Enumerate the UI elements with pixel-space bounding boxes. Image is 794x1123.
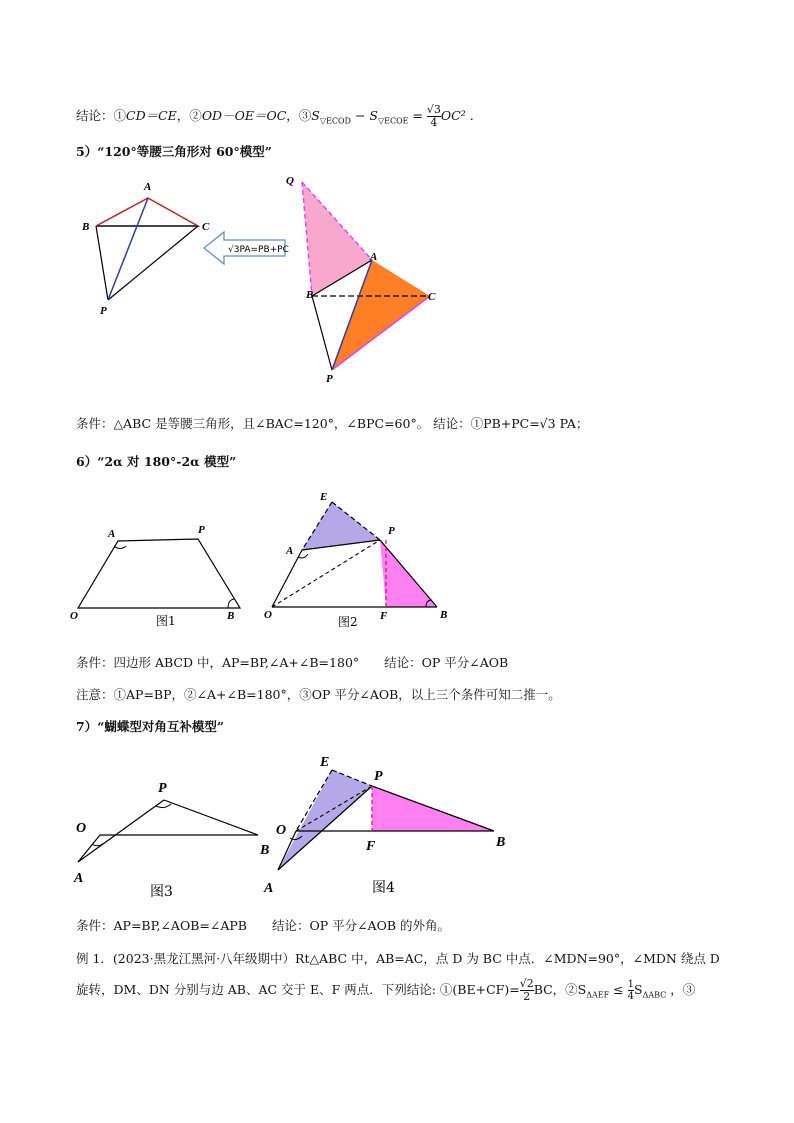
fig7b-lavender-region (278, 770, 372, 870)
area-sub-a: ▽ECOD (319, 116, 351, 126)
fig7b-label-o: O (276, 823, 287, 838)
fig7b-label-e: E (320, 755, 330, 770)
fraction-numerator-3: 1 (627, 979, 634, 990)
fraction-denominator: 4 (430, 116, 438, 129)
conclusion-sep-2: ，③ (286, 108, 312, 123)
example1-line1: 例 1．(2023·黑龙江黑河·八年级期中）Rt△ABC 中，AB=AC，点 D 为 BC 中点．∠MDN=90°，∠MDN 绕点 D (76, 951, 720, 966)
example1-line2 (76, 978, 695, 1008)
fig6b-label-b: B (440, 609, 448, 621)
fraction-denominator-3: 4 (627, 991, 634, 1002)
equals-sign: = (408, 108, 427, 123)
conclusion-tail: OC² (440, 108, 466, 123)
example1-sub-1: ΔAEF (586, 990, 610, 1000)
section5-figure2 (280, 170, 480, 395)
fig5a-ap-blue (108, 198, 148, 300)
fig6b-label-e: E (320, 491, 328, 503)
section7-figure4 (262, 750, 522, 900)
fig7a-caption: 图3 (150, 884, 173, 900)
fig5b-bp-line (312, 296, 332, 370)
example1-leq: ≤ (609, 982, 628, 997)
fig7a-ap-line (78, 800, 164, 862)
fig7b-label-b: B (496, 835, 506, 850)
fig6b-caption: 图2 (338, 615, 358, 629)
fig6b-oa-line (272, 550, 302, 607)
fig7b-caption: 图4 (372, 880, 395, 896)
fig6a-angle-a-mark (114, 546, 126, 549)
fig5a-label-b: B (82, 221, 90, 233)
example1-text-a: 旋转，DM、DN 分别与边 AB、AC 交于 E、F 两点．下列结论: ①(BE+CF)= (76, 982, 520, 997)
fig7a-label-o: O (76, 821, 87, 836)
fig6a-quadrilateral (78, 539, 240, 608)
fig5a-cp-line (108, 226, 198, 300)
fig6b-label-f: F (380, 610, 388, 622)
fig5b-label-q: Q (286, 175, 294, 187)
example1-sub-2: ΔABC (642, 990, 667, 1000)
section6-condition: 条件：四边形 ABCD 中，AP=BP,∠A+∠B=180° 结论：OP 平分∠AOB (76, 655, 509, 670)
conclusion-1: CD＝CE (126, 108, 177, 123)
area-symbol-a: S (311, 108, 320, 123)
fig6b-label-p: P (388, 525, 395, 537)
fig7b-label-f: F (366, 839, 376, 854)
fraction-numerator-2: √2 (519, 977, 534, 990)
fig5a-ac-red (148, 198, 198, 226)
fraction-numerator: √3 (426, 103, 441, 116)
example1-text-d: S (634, 982, 643, 997)
section6-note: 注意：①AP=BP，②∠A+∠B=180°，③OP 平分∠AOB，以上三个条件可知二推一。 (76, 687, 561, 702)
minus-sign: − (350, 108, 370, 123)
arrow-label: √3PA=PB+PC (228, 245, 289, 255)
section7-condition: 条件：AP=BP,∠AOB=∠APB 结论：OP 平分∠AOB 的外角。 (76, 918, 450, 933)
fig5b-orange-triangle (332, 260, 430, 370)
section6-figure1 (70, 515, 260, 630)
fraction-sqrt2-over-2 (520, 978, 534, 1003)
section5-title: 5）“120°等腰三角形对 60°模型” (76, 144, 272, 159)
conclusion-end: . (465, 108, 474, 123)
fig6b-label-a: A (286, 545, 294, 557)
section5-figure1 (80, 170, 295, 320)
fig6b-label-o: O (264, 609, 272, 621)
fraction-denominator-2: 2 (523, 990, 531, 1003)
conclusion-2: OD－OE＝OC (201, 108, 287, 123)
section5-condition: 条件：△ABC 是等腰三角形，且∠BAC=120°，∠BPC=60°。 结论：①PB+PC=√3 PA； (76, 416, 589, 431)
fig5a-ab-red (96, 198, 148, 226)
fig6a-label-p: P (198, 524, 205, 536)
fig7a-pb-line (164, 800, 258, 835)
area-sub-b: ▽ECOE (377, 116, 409, 126)
fig5b-label-a: A (370, 251, 378, 263)
area-symbol-b: S (369, 108, 378, 123)
section6-title: 6）“2α 对 180°-2α 模型” (76, 454, 237, 469)
fig5b-label-b: B (306, 289, 314, 301)
example1-text-b: BC，②S (533, 982, 587, 997)
fig6a-angle-b-mark (228, 599, 234, 608)
conclusion-line (76, 104, 474, 131)
fig7b-label-a: A (264, 881, 274, 896)
fig5a-label-c: C (202, 221, 210, 233)
fraction-sqrt3-over-4 (427, 104, 441, 129)
fig5a-label-p: P (100, 305, 107, 317)
fig7a-label-p: P (158, 781, 167, 796)
fig5b-label-c: C (428, 291, 436, 303)
section7-title: 7）“蝴蝶型对角互补模型” (76, 719, 225, 734)
fig5b-pink-triangle (302, 182, 372, 296)
fig6a-label-b: B (227, 610, 235, 622)
example1-text-e: ，③ (666, 982, 696, 997)
fig6a-label-o: O (70, 610, 78, 622)
fig7a-label-a: A (74, 871, 84, 886)
section7-figure3 (70, 770, 280, 900)
conclusion-prefix: 结论：① (76, 108, 127, 123)
section6-figure2 (262, 488, 462, 633)
fig5a-bp-line (96, 226, 108, 300)
fig6a-caption: 图1 (156, 614, 176, 628)
fig5b-label-p: P (326, 373, 333, 385)
fig7a-label-b: B (260, 843, 270, 858)
conclusion-sep-1: ，② (176, 108, 202, 123)
fig6a-label-a: A (108, 528, 116, 540)
fig5a-label-a: A (144, 181, 152, 193)
fig7b-label-p: P (374, 769, 383, 784)
